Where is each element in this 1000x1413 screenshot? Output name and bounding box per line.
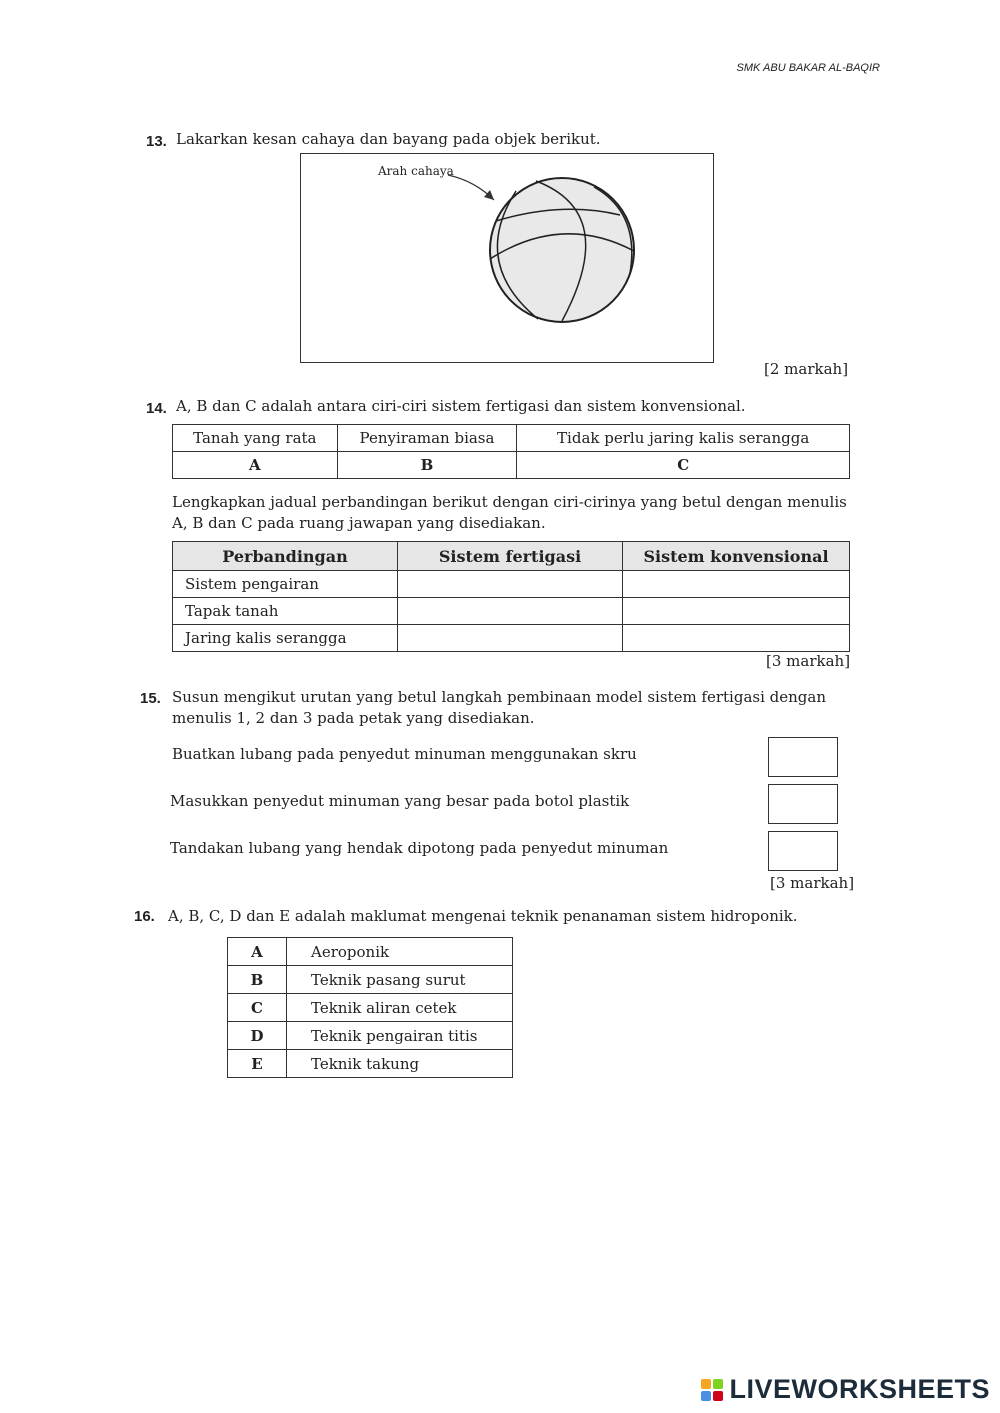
option-letter: C <box>517 452 850 479</box>
step-text: Masukkan penyedut minuman yang besar pada botol plastik <box>170 792 630 810</box>
q13-marks: [2 markah] <box>764 360 849 378</box>
option-desc: Tidak perlu jaring kalis serangga <box>517 425 850 452</box>
item-value: Teknik pasang surut <box>287 966 513 994</box>
school-name: SMK ABU BAKAR AL-BAQIR <box>736 62 880 74</box>
step-answer-box[interactable] <box>768 784 838 824</box>
table-row <box>173 625 850 652</box>
item-key: D <box>228 1022 287 1050</box>
item-value: Teknik pengairan titis <box>287 1022 513 1050</box>
liveworksheets-logo[interactable] <box>701 1374 990 1405</box>
q14-text: A, B dan C adalah antara ciri-ciri sistem fertigasi dan sistem konvensional. <box>176 397 746 415</box>
q15-number: 15. <box>140 690 161 707</box>
q16-number: 16. <box>134 908 155 925</box>
q13-number: 13. <box>146 133 167 150</box>
q14-marks: [3 markah] <box>766 652 851 670</box>
row-label: Tapak tanah <box>173 598 398 625</box>
q14-instruction: Lengkapkan jadual perbandingan berikut dengan ciri-cirinya yang betul dengan menulis A, B dan C pada ruang jawapan yang disediakan. <box>172 493 847 532</box>
q16-text: A, B, C, D dan E adalah maklumat mengenai teknik penanaman sistem hidroponik. <box>168 907 798 925</box>
item-key: C <box>228 994 287 1022</box>
arrow-label: Arah cahaya <box>378 164 454 178</box>
table-row <box>228 994 513 1022</box>
q13-text: Lakarkan kesan cahaya dan bayang pada objek berikut. <box>176 130 601 148</box>
answer-cell-konvensional[interactable] <box>623 598 850 625</box>
answer-cell-fertigasi[interactable] <box>398 571 623 598</box>
table-header: Sistem fertigasi <box>398 542 623 571</box>
q15-text: Susun mengikut urutan yang betul langkah pembinaan model sistem fertigasi dengan menulis 1, 2 dan 3 pada petak yang disediakan. <box>172 688 827 727</box>
table-row <box>173 598 850 625</box>
step-answer-box[interactable] <box>768 831 838 871</box>
option-letter: B <box>337 452 517 479</box>
answer-cell-fertigasi[interactable] <box>398 598 623 625</box>
answer-cell-fertigasi[interactable] <box>398 625 623 652</box>
item-value: Teknik takung <box>287 1050 513 1078</box>
item-key: A <box>228 938 287 966</box>
table-row <box>228 966 513 994</box>
table-row <box>228 938 513 966</box>
step-text: Tandakan lubang yang hendak dipotong pada penyedut minuman <box>170 839 669 857</box>
item-key: B <box>228 966 287 994</box>
table-row <box>173 571 850 598</box>
table-row <box>228 1050 513 1078</box>
basketball-illustration <box>300 153 712 361</box>
item-value: Teknik aliran cetek <box>287 994 513 1022</box>
row-label: Sistem pengairan <box>173 571 398 598</box>
row-label: Jaring kalis serangga <box>173 625 398 652</box>
step-text: Buatkan lubang pada penyedut minuman menggunakan skru <box>172 745 637 763</box>
q15-marks: [3 markah] <box>770 874 855 892</box>
answer-cell-konvensional[interactable] <box>623 571 850 598</box>
table-header: Sistem konvensional <box>623 542 850 571</box>
answer-cell-konvensional[interactable] <box>623 625 850 652</box>
q14-options-table <box>172 424 850 479</box>
q14-number: 14. <box>146 400 167 417</box>
option-letter: A <box>173 452 338 479</box>
item-key: E <box>228 1050 287 1078</box>
table-header: Perbandingan <box>173 542 398 571</box>
step-answer-box[interactable] <box>768 737 838 777</box>
q16-table <box>227 937 513 1078</box>
option-desc: Penyiraman biasa <box>337 425 517 452</box>
option-desc: Tanah yang rata <box>173 425 338 452</box>
q14-comparison-table <box>172 541 850 652</box>
logo-text: LIVEWORKSHEETS <box>729 1374 990 1404</box>
table-row <box>228 1022 513 1050</box>
item-value: Aeroponik <box>287 938 513 966</box>
liveworksheets-icon <box>701 1379 723 1401</box>
